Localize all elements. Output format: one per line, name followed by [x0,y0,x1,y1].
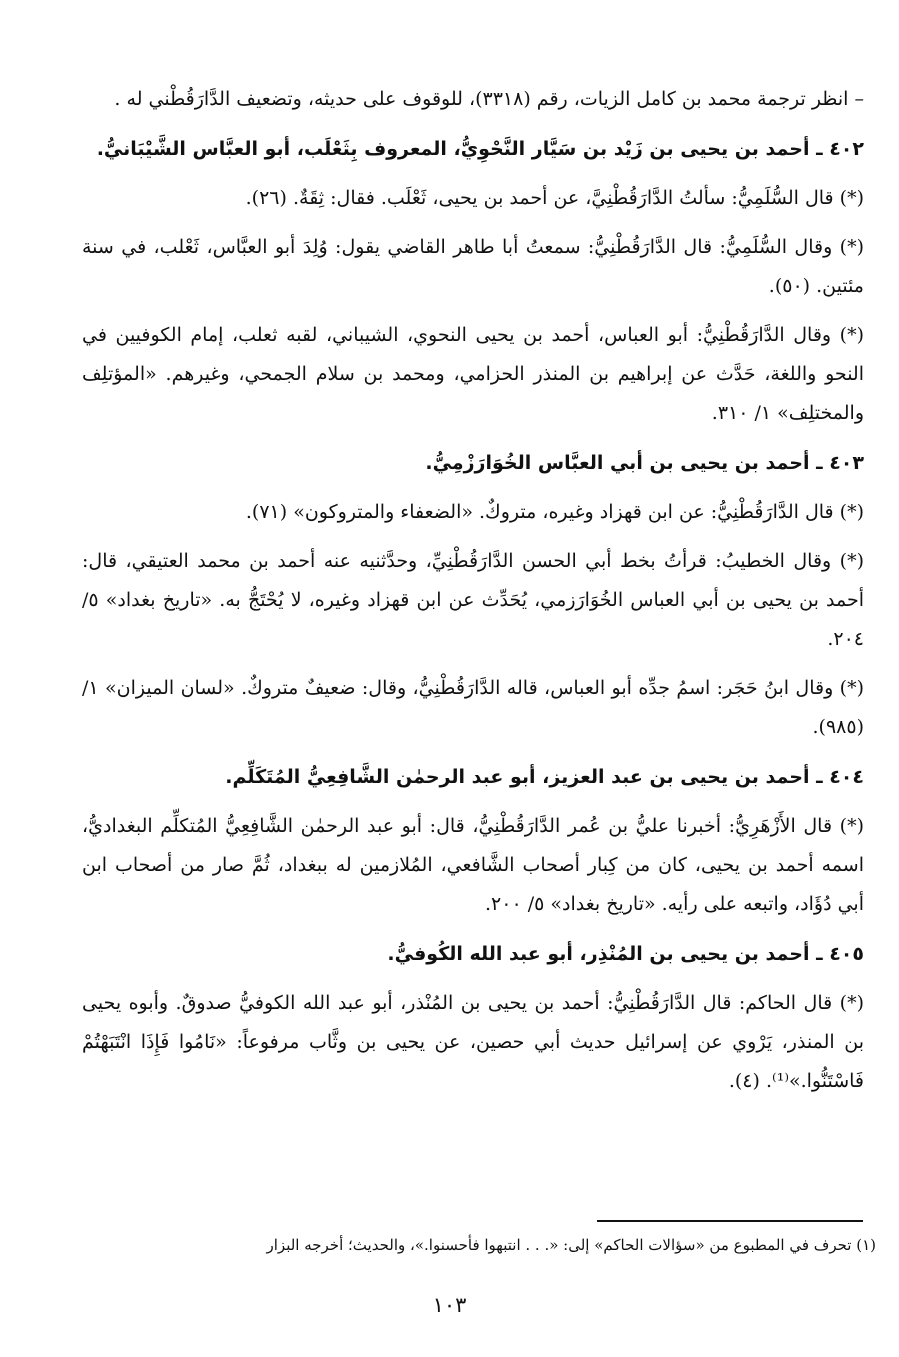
entry-403-heading: ٤٠٣ ـ أحمد بن يحيى بن أبي العبَّاس الخُوَارَزْمِيُّ. [425,452,864,474]
entry-404-heading: ٤٠٤ ـ أحمد بن يحيى بن عبد العزيز، أبو عبد الرحمٰن الشَّافِعِيُّ المُتَكَلِّم. [225,766,864,788]
entry-402-paragraph: (*) قال السُّلَمِيُّ: سألتُ الدَّارَقُطْنِيَّ، عن أحمد بن يحيى، ثَعْلَب. فقال: ثِقَةٌ. (٢٦). [245,187,864,209]
entry-403-paragraph: (*) وقال ابنُ حَجَر: اسمُ جدِّه أبو العباس، قاله الدَّارَقُطْنِيُّ، وقال: ضعيفٌ متروكٌ. «لسان الميزان» ١/ (٩٨٥). [82,677,864,738]
entry-403-paragraph: (*) وقال الخطيبُ: قرأتُ بخط أبي الحسن الدَّارَقُطْنِيِّ، وحدَّثنيه عنه أحمد بن محمد العتيقي، قال: أحمد بن يحيى بن أبي العباس الخُوَارَزمي، يُحَدِّث عن ابن قهزاد وغيره، لا يُحْتَجُّ به. «تاريخ بغداد» ٥/ ٢٠٤. [82,550,864,650]
entry-402-paragraph: (*) وقال الدَّارَقُطْنِيُّ: أبو العباس، أحمد بن يحيى النحوي، الشيباني، لقبه ثعلب، إمام الكوفيين في النحو واللغة، حَدَّث عن إبراهيم بن المنذر الحزامي، ومحمد بن سلام الجمحي، وغيرهم. «المؤتلِف والمختلِف» ١/ ٣١٠. [82,324,864,424]
entry-403-paragraph: (*) قال الدَّارَقُطْنِيُّ: عن ابن قهزاد وغيره، متروكٌ. «الضعفاء والمتروكون» (٧١). [245,501,864,523]
page-number: ١٠٣ [432,1293,467,1317]
page-body [82,80,864,1101]
entry-405-heading: ٤٠٥ ـ أحمد بن يحيى بن المُنْذِر، أبو عبد الله الكُوفيُّ. [387,943,864,965]
footnote-divider [597,1220,863,1222]
entry-402-paragraph: (*) وقال السُّلَمِيُّ: قال الدَّارَقُطْنِيُّ: سمعتُ أبا طاهر القاضي يقول: وُلِدَ أبو العبَّاس، ثَعْلب، في سنة مئتين. (٥٠). [82,236,864,297]
footnote: (١) تحرف في المطبوع من «سؤالات الحاكم» إلى: «. . . انتبهوا فأحسنوا.»، والحديث؛ أخرجه البزار [266,1236,876,1254]
entry-405-paragraph: (*) قال الحاكم: قال الدَّارَقُطْنِيُّ: أحمد بن يحيى بن المُنْذر، أبو عبد الله الكوفيُّ صدوقٌ. وأبوه يحيى بن المنذر، يَرْوي عن إسرائيل حديث أبي حصين، عن يحيى بن وثَّاب مرفوعاً: «نَامُوا فَإِذَا انْتَبَهْتُمْ فَاسْتَنُّوا.»⁽¹⁾. (٤). [82,992,864,1092]
entry-402-heading: ٤٠٢ ـ أحمد بن يحيى بن زَيْد بن سَيَّار النَّحْوِيُّ، المعروف بِثَعْلَب، أبو العبَّاس الشَّيْبَانيُّ. [96,138,864,160]
intro-paragraph: – انظر ترجمة محمد بن كامل الزيات، رقم (٣٣١٨)، للوقوف على حديثه، وتضعيف الدَّارَقُطْني له . [114,88,864,110]
entry-404-paragraph: (*) قال الأَزْهَرِيُّ: أخبرنا عليُّ بن عُمر الدَّارَقُطْنِيُّ، قال: أبو عبد الرحمٰن الشَّافِعِيُّ المُتكلِّم البغداديُّ، اسمه أحمد بن يحيى، كان من كِبار أصحاب الشَّافعي، المُلازمين له ببغداد، ثُمَّ صار من أصحاب ابن أبي دُؤَاد، واتبعه على رأيه. «تاريخ بغداد» ٥/ ٢٠٠. [82,815,864,915]
